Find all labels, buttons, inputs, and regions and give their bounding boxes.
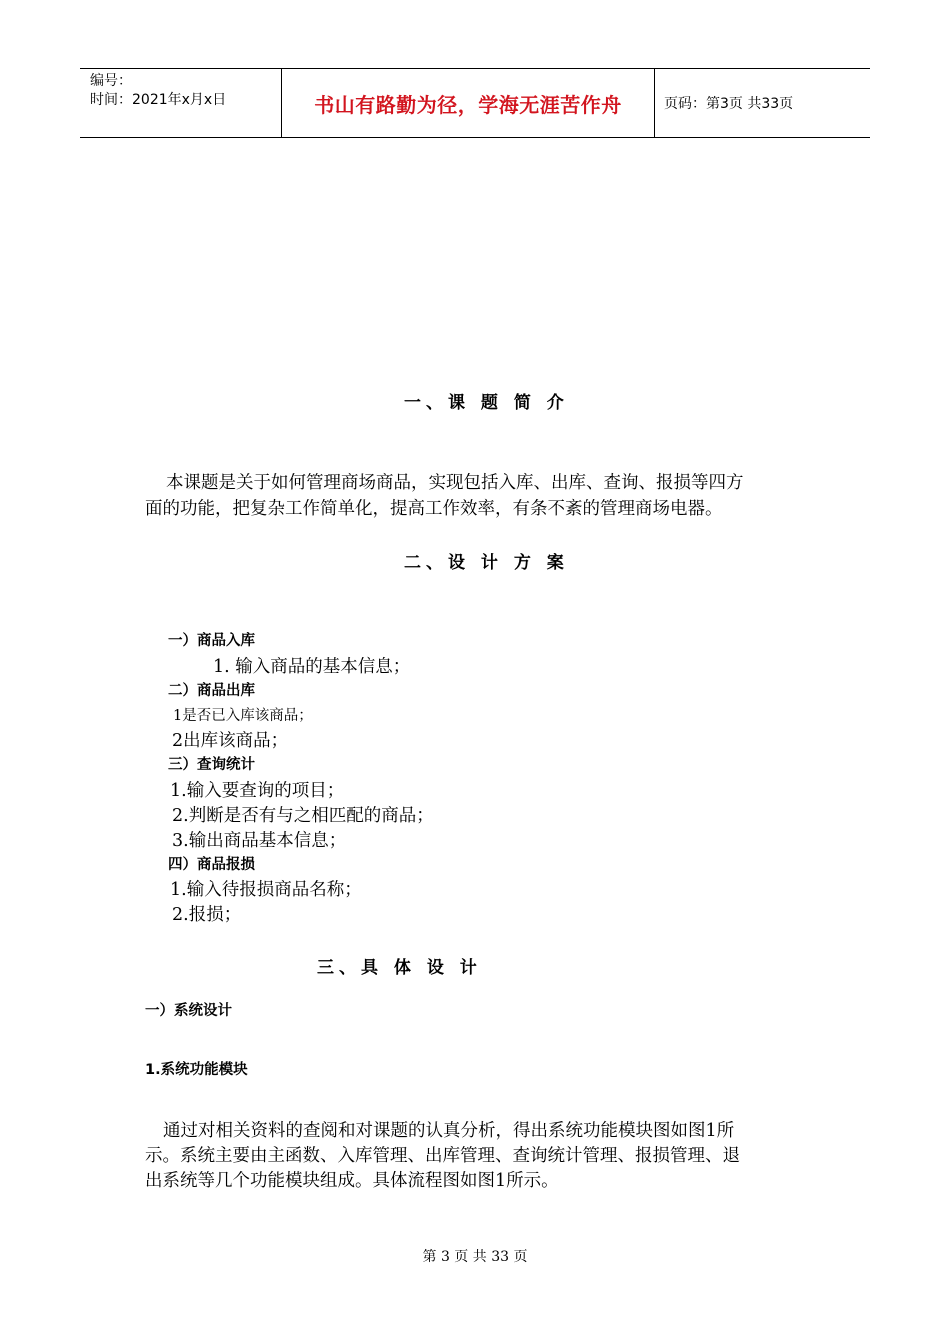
module-paragraph-line: 出系统等几个功能模块组成。具体流程图如图1所示。 <box>145 1171 559 1191</box>
plan-item: 1.输入要查询的项目； <box>170 781 345 801</box>
header-page-label: 页码：第3页 共33页 <box>664 96 794 112</box>
header-number-label: 编号： <box>90 73 132 89</box>
section-title-design: 三、具 体 设 计 <box>317 958 482 978</box>
plan-item: 2.报损； <box>172 905 242 925</box>
section-title-intro: 一、课 题 简 介 <box>404 393 569 413</box>
header-meta <box>90 72 226 110</box>
plan-item: 1是否已入库该商品； <box>173 708 313 724</box>
intro-paragraph-line: 面的功能，把复杂工作简单化，提高工作效率，有条不紊的管理商场电器。 <box>145 499 723 519</box>
section-title-plan: 二、设 计 方 案 <box>404 553 569 573</box>
plan-heading: 二）商品出库 <box>168 683 255 699</box>
plan-heading: 四）商品报损 <box>168 857 255 873</box>
header-time-label: 时间：2021年x月x日 <box>90 92 227 108</box>
plan-heading: 三）查询统计 <box>168 757 255 773</box>
module-paragraph-line: 示。系统主要由主函数、入库管理、出库管理、查询统计管理、报损管理、退 <box>145 1146 740 1166</box>
plan-item: 2出库该商品； <box>172 731 289 751</box>
page-header <box>80 68 870 138</box>
module-paragraph-line: 通过对相关资料的查阅和对课题的认真分析，得出系统功能模块图如图1所 <box>163 1121 735 1141</box>
plan-item: 2.判断是否有与之相匹配的商品； <box>172 806 434 826</box>
page-footer: 第 3 页 共 33 页 <box>422 1249 528 1265</box>
intro-paragraph-line: 本课题是关于如何管理商场商品，实现包括入库、出库、查询、报损等四方 <box>166 473 744 493</box>
subsection-title: 1.系统功能模块 <box>145 1062 248 1078</box>
plan-item: 1.输入待报损商品名称； <box>170 880 362 900</box>
plan-item: 1. 输入商品的基本信息； <box>213 657 411 677</box>
plan-item: 3.输出商品基本信息； <box>172 831 347 851</box>
subsection-title: 一）系统设计 <box>145 1003 232 1019</box>
plan-heading: 一）商品入库 <box>168 633 255 649</box>
header-motto: 书山有路勤为径，学海无涯苦作舟 <box>314 92 622 117</box>
header-divider <box>654 69 655 137</box>
